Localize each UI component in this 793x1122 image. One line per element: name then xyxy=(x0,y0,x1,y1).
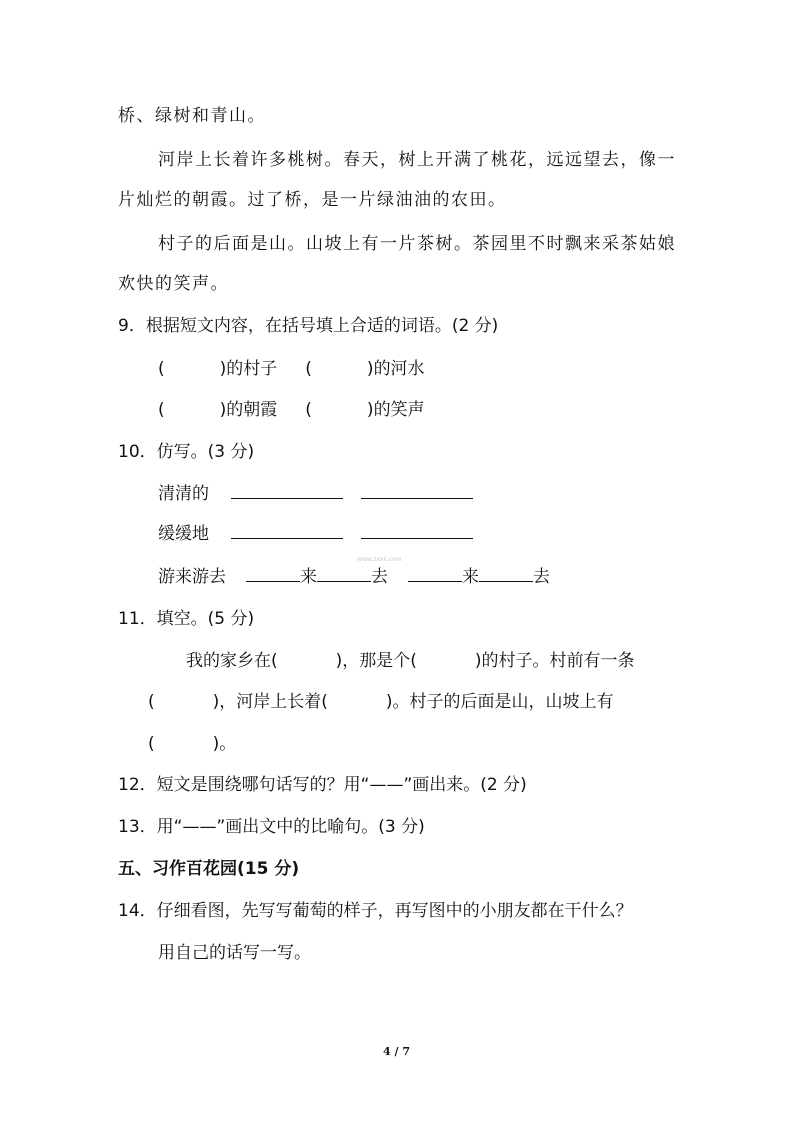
q11-text: )。 xyxy=(212,734,237,754)
q11-text: )，河岸上长着( xyxy=(212,692,328,712)
question-11-title: 11．填空。(5 分) xyxy=(118,609,255,629)
lai-char: 来 xyxy=(300,567,317,587)
answer-line[interactable] xyxy=(246,565,300,582)
section-5-heading: 五、习作百花园(15 分) xyxy=(118,859,300,879)
q11-text: 我的家乡在( xyxy=(186,651,278,671)
q10-row-label: 清清的 xyxy=(158,484,209,504)
question-14-line-1: 14．仔细看图，先写写葡萄的样子，再写图中的小朋友都在干什么？ xyxy=(118,901,633,921)
answer-line[interactable] xyxy=(361,482,473,499)
paren-open: ( xyxy=(305,400,312,420)
answer-line[interactable] xyxy=(408,565,462,582)
question-11-line-2 xyxy=(148,690,614,714)
paren-close: ) xyxy=(366,359,374,379)
question-10-row-3 xyxy=(158,565,550,589)
q11-text: )。村子的后面是山，山坡上有 xyxy=(385,692,614,712)
passage-line: 桥、绿树和青山。 xyxy=(118,106,266,126)
q9-item-label: 的朝霞 xyxy=(226,400,278,420)
q10-row-label: 缓缓地 xyxy=(158,524,209,544)
question-14-line-2: 用自己的话写一写。 xyxy=(158,943,311,963)
paren-close: ) xyxy=(366,400,374,420)
paren-close: ) xyxy=(219,359,227,379)
answer-line[interactable] xyxy=(231,522,343,539)
passage-line: 河岸上长着许多桃树。春天，树上开满了桃花，远远望去，像一 xyxy=(158,150,676,170)
question-11-line-3 xyxy=(148,732,236,756)
q11-text: ( xyxy=(148,734,155,754)
passage-line: 片灿烂的朝霞。过了桥，是一片绿油油的农田。 xyxy=(118,190,507,210)
question-11-line-1 xyxy=(186,649,635,673)
question-10-row-1 xyxy=(158,482,473,506)
passage-line: 村子的后面是山。山坡上有一片茶树。茶园里不时飘来采茶姑娘 xyxy=(158,234,676,254)
paren-open: ( xyxy=(305,359,312,379)
question-12-title: 12．短文是围绕哪句话写的？用“——”画出来。(2 分) xyxy=(118,775,527,795)
passage-line: 欢快的笑声。 xyxy=(118,274,229,294)
q9-item-label: 的河水 xyxy=(373,359,425,379)
answer-line[interactable] xyxy=(361,522,473,539)
answer-line[interactable] xyxy=(231,482,343,499)
question-9-title: 9．根据短文内容，在括号填上合适的词语。(2 分) xyxy=(118,316,499,336)
qu-char: 去 xyxy=(533,567,550,587)
watermark: www.zxxk.com xyxy=(357,556,402,563)
answer-line[interactable] xyxy=(479,565,533,582)
paren-close: ) xyxy=(219,400,227,420)
question-13-title: 13．用“——”画出文中的比喻句。(3 分) xyxy=(118,817,425,837)
q10-row-label: 游来游去 xyxy=(158,567,226,587)
page-number: 4 / 7 xyxy=(383,1045,410,1058)
lai-char: 来 xyxy=(462,567,479,587)
question-9-row-2 xyxy=(158,398,425,422)
q9-item-label: 的村子 xyxy=(226,359,278,379)
q11-text: ( xyxy=(148,692,155,712)
q11-text: )的村子。村前有一条 xyxy=(474,651,635,671)
qu-char: 去 xyxy=(371,567,388,587)
question-10-title: 10．仿写。(3 分) xyxy=(118,442,255,462)
answer-line[interactable] xyxy=(317,565,371,582)
question-10-row-2 xyxy=(158,522,473,546)
paren-open: ( xyxy=(158,400,165,420)
q11-text: )，那是个( xyxy=(335,651,417,671)
q9-item-label: 的笑声 xyxy=(373,400,425,420)
question-9-row-1 xyxy=(158,357,425,381)
paren-open: ( xyxy=(158,359,165,379)
